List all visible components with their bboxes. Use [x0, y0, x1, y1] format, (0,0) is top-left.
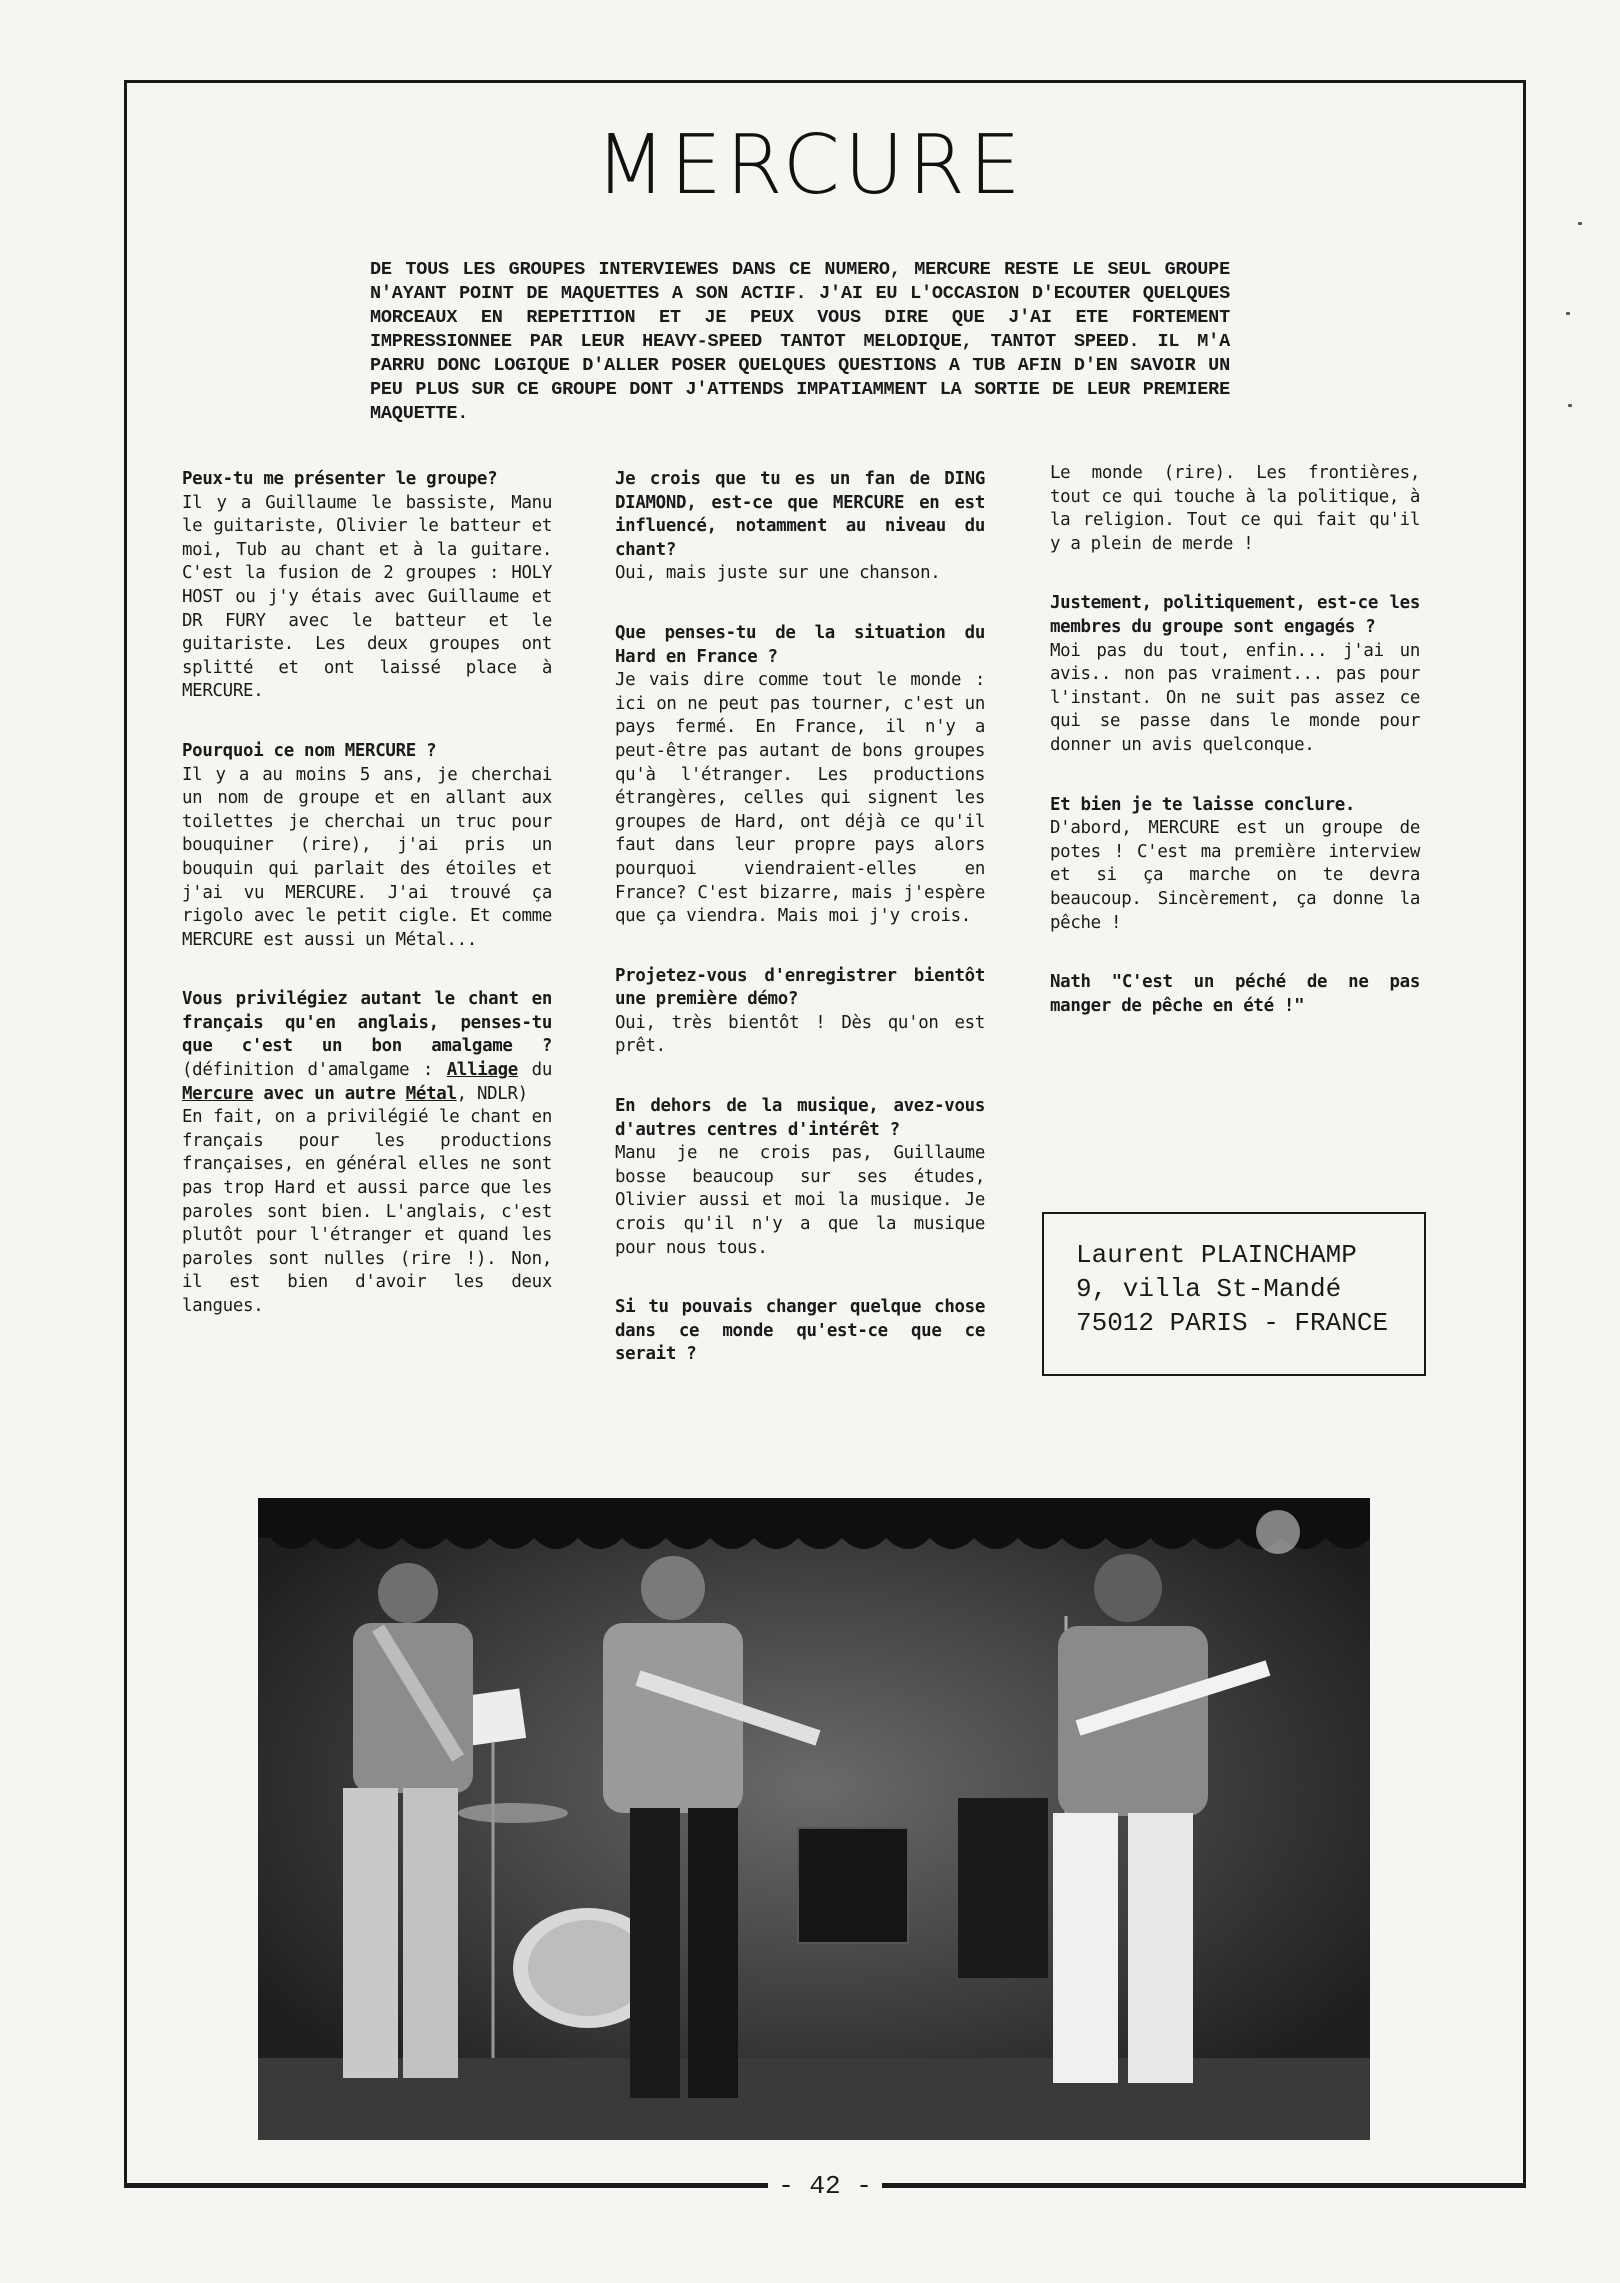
qa-block [182, 988, 552, 1318]
address-city: 75012 PARIS - FRANCE [1076, 1308, 1389, 1338]
question: Projetez-vous d'enregistrer bientôt une première démo? [615, 965, 985, 1010]
answer: Oui, très bientôt ! Dès qu'on est prêt. [615, 1012, 985, 1057]
question: Pourquoi ce nom MERCURE ? [182, 740, 437, 761]
definition-word: Alliage [446, 1060, 518, 1081]
definition-text: du [517, 1060, 552, 1081]
qa-block [1050, 794, 1420, 936]
answer: En fait, on a privilégié le chant en français pour les productions françaises, en général elles ne sont pas trop Hard et aussi parce que les paroles sont bien. L'anglais, c'est plutôt pour l'étranger et quand les paroles sont nulles (rire !). Non, il est bien d'avoir les deux langues. [182, 1107, 552, 1316]
definition-text: avec un autre [253, 1083, 406, 1104]
answer: Le monde (rire). Les frontières, tout ce qui touche à la politique, à la religion. Tout ce qui fait qu'il y a plein de merde ! [1050, 463, 1420, 554]
scan-speck [1568, 404, 1572, 407]
column-1 [182, 468, 552, 1355]
question [182, 988, 552, 1106]
qa-block [1050, 592, 1420, 757]
article-title: MERCURE [595, 118, 1025, 213]
definition-text: , NDLR) [456, 1083, 528, 1104]
qa-block [182, 468, 552, 704]
question: Je crois que tu es un fan de DING DIAMOND, est-ce que MERCURE en est influencé, notamment au niveau du chant? [615, 469, 985, 560]
contact-address-box [1042, 1212, 1426, 1376]
column-3 [1050, 462, 1420, 1054]
address-street: 9, villa St-Mandé [1076, 1274, 1342, 1304]
question: En dehors de la musique, avez-vous d'autres centres d'intérêt ? [615, 1096, 985, 1140]
page-number-text: - 42 - [768, 2171, 882, 2201]
band-photo [258, 1498, 1370, 2140]
qa-block [615, 965, 985, 1059]
answer: Il y a Guillaume le bassiste, Manu le guitariste, Olivier le batteur et moi, Tub au chant et à la guitare. C'est la fusion de 2 groupes : HOLY HOST ou j'y étais avec Guillaume et DR FURY avec le batteur et le guitariste. Les deux groupes ont splitté et ont laissé place à MERCURE. [182, 492, 552, 702]
band-photo-illustration [258, 1498, 1370, 2140]
qa-block [1050, 462, 1420, 556]
address-name: Laurent PLAINCHAMP [1076, 1240, 1357, 1270]
signoff: Nath "C'est un péché de ne pas manger de pêche en été !" [1050, 972, 1420, 1016]
signoff-block [1050, 971, 1420, 1018]
qa-block [615, 1095, 985, 1260]
question: Que penses-tu de la situation du Hard en France ? [615, 622, 985, 667]
definition-word: Mercure [182, 1083, 254, 1104]
qa-block [615, 1296, 985, 1367]
answer: Manu je ne crois pas, Guillaume bosse beaucoup sur ses études, Olivier aussi et moi la musique. Je crois qu'il n'y a que la musique pour nous tous. [615, 1143, 985, 1258]
question: Et bien je te laisse conclure. [1050, 794, 1356, 815]
question-text: Vous privilégiez autant le chant en français qu'en anglais, penses-tu que c'est un bon amalgame ? [182, 989, 552, 1057]
scan-speck [1566, 312, 1570, 315]
column-2 [615, 468, 985, 1403]
question: Justement, politiquement, est-ce les membres du groupe sont engagés ? [1050, 593, 1420, 637]
answer: Il y a au moins 5 ans, je cherchai un nom de groupe et en allant aux toilettes je cherchai un truc pour bouquiner (rire), j'ai pris un bouquin qui parlait des étoiles et j'ai vu MERCURE. J'ai trouvé ça rigolo avec le petit cigle. Et comme MERCURE est aussi un Métal... [182, 764, 552, 950]
definition-text: (définition d'amalgame : [182, 1060, 447, 1081]
answer: Moi pas du tout, enfin... j'ai un avis.. non pas vraiment... pas pour l'instant. On ne suit pas assez ce qui se passe dans le monde pour donner un avis quelconque. [1050, 640, 1420, 755]
intro-paragraph: DE TOUS LES GROUPES INTERVIEWES DANS CE NUMERO, MERCURE RESTE LE SEUL GROUPE N'AYANT POINT DE MAQUETTES A SON ACTIF. J'AI EU L'OCCASION D'ECOUTER QUELQUES MORCEAUX EN REPETITION ET JE PEUX VOUS DIRE QUE J'AI ETE FORTEMENT IMPRESSIONNEE PAR LEUR HEAVY-SPEED TANTOT MELODIQUE, TANTOT SPEED. IL M'A PARRU DONC LOGIQUE D'ALLER POSER QUELQUES QUESTIONS A TUB AFIN D'EN SAVOIR UN PEU PLUS SUR CE GROUPE DONT J'ATTENDS IMPATIAMMENT LA SORTIE DE LEUR PREMIERE MAQUETTE. [370, 259, 1230, 424]
answer: Oui, mais juste sur une chanson. [615, 563, 941, 584]
question: Peux-tu me présenter le groupe? [182, 469, 498, 489]
question-continued: Si tu pouvais changer quelque chose dans ce monde qu'est-ce que ce serait ? [615, 1297, 985, 1365]
qa-block [615, 468, 985, 586]
qa-block [182, 740, 552, 952]
page-number [124, 2168, 1526, 2204]
page-number-footer [124, 2168, 1526, 2204]
scan-speck [1578, 222, 1582, 225]
qa-block [615, 622, 985, 929]
definition-word: Métal [405, 1083, 457, 1104]
answer: Je vais dire comme tout le monde : ici on ne peut pas tourner, c'est un pays fermé. En France, il n'y a peut-être pas autant de bons groupes qu'à l'étranger. Les productions étrangères, celles qui signent les groupes de Hard, ont déjà ce qu'il faut dans leur propre pays alors pourquoi viendraient-elles en France? C'est bizarre, mais j'espère que ça viendra. Mais moi j'y crois. [615, 670, 985, 927]
definition-note [182, 1060, 552, 1104]
answer: D'abord, MERCURE est un groupe de potes ! C'est ma première interview et si ça marche on te devra beaucoup. Sincèrement, ça donne la pêche ! [1050, 818, 1420, 933]
